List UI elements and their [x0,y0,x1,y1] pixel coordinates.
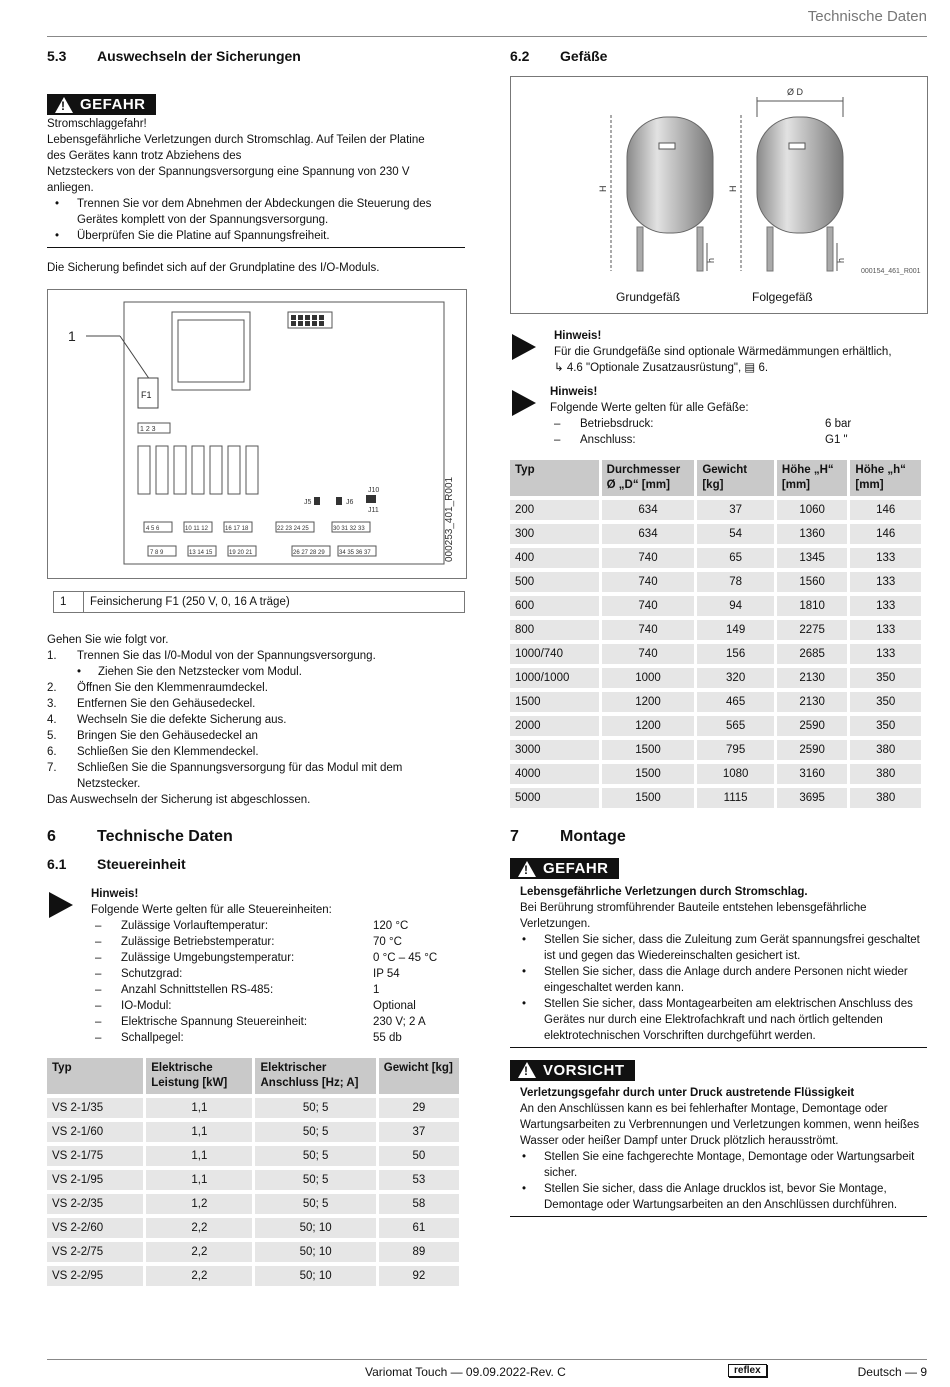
table-row [510,788,921,808]
svg-text:16 17 18: 16 17 18 [225,525,249,532]
table-cell: VS 2-2/75 [47,1242,143,1262]
header-title: Technische Daten [807,8,927,25]
table-cell: VS 2-2/95 [47,1266,143,1286]
section-5-3-heading: 5.3 Auswechseln der Sicherungen [47,48,301,64]
brand-plate [789,143,805,149]
table-cell: 380 [850,740,921,760]
table-cell: 2,2 [146,1266,252,1286]
table-cell: VS 2-1/95 [47,1170,143,1190]
table-cell: 29 [379,1098,459,1118]
danger-montage-box: ! GEFAHR Lebensgefährliche Verletzungen durch Stromschlag. Bei Berührung stromführender Bauteile entstehen lebensgefährliche Verletzungen. • Stellen Sie sicher, dass die Zuleitung zum Gerät spannungsfrei geschaltet ist und gegen das Wiedereinschalten gesichert ist. • Stellen Sie sicher, dass die Anlage durch andere Personen nicht wieder eingeschaltet werden kann. • Stellen Sie sicher, dass Montagearbeiten am elektrischen Anschluss des Gerätes nur durch eine Elektrofachkraft und nach örtlich geltenden elektrotechnischen Vorschriften durchgeführt werden. [510,858,927,1048]
hint-control-unit: Hinweis! Folgende Werte gelten für alle Steuereinheiten: – Zulässige Vorlauftemperatur: 120 °C – Zulässige Betriebstemperatur: 70 °C – Zulässige Umgebungstemperatur: 0 °C – 45 °C – Schutzgrad: IP 54 – Anzahl Schnittstellen RS-485: 1 – IO-Modul: Optional – Elektrische Spannung Steuereinheit: 230 V; 2 A – Schallpegel: 55 db [47,886,465,1046]
warning-triangle-icon [55,97,73,113]
table-cell: 4000 [510,764,599,784]
spec-row: – Elektrische Spannung Steuereinheit: 230 V; 2 A [95,1015,426,1028]
table-cell: 133 [850,620,921,640]
table-cell: 350 [850,716,921,736]
section-7-heading: 7 Montage [510,828,626,845]
table-row [510,596,921,616]
warning-triangle-icon [518,861,536,877]
fuse-location-text: Die Sicherung befindet sich auf der Grundplatine des I/O-Moduls. [47,261,380,274]
step-item: 3. Entfernen Sie den Gehäusedeckel. [47,697,256,710]
table-cell: 133 [850,644,921,664]
table-cell: 2,2 [146,1218,252,1238]
spec-row: – Anzahl Schnittstellen RS-485: 1 [95,983,380,996]
table-cell: 300 [510,524,599,544]
svg-text:H: H [728,185,738,192]
circuit-board-diagram [48,290,466,578]
table-row [47,1098,459,1118]
section-6-1-heading: 6.1 Steuereinheit [47,855,186,872]
table-cell: 37 [379,1122,459,1142]
warn-line: Netzsteckers von der Spannungsversorgung eine Spannung von 230 V anliegen. [47,165,410,194]
svg-text:J11: J11 [368,506,379,514]
svg-text:J6: J6 [346,498,354,506]
table-cell: 78 [697,572,774,592]
table-cell: 149 [697,620,774,640]
table-cell: 50; 10 [255,1218,375,1238]
svg-text:34 35 36 37: 34 35 36 37 [339,549,371,556]
warn-bullet: • Überprüfen Sie die Platine auf Spannungsfreiheit. [55,229,330,242]
table-header-cell: Typ [47,1058,143,1094]
table-row [47,1146,459,1166]
table-cell: 50; 5 [255,1194,375,1214]
table-cell: 1500 [510,692,599,712]
svg-text:H: H [598,185,608,192]
table-cell: 50; 5 [255,1098,375,1118]
procedure-steps: Gehen Sie wie folgt vor. 1. Trennen Sie das I/0-Modul von der Spannungsversorgung. • Ziehen Sie den Netzstecker vom Modul. 2. Öffnen Sie den Klemmenraumdeckel. 3. Entfernen Sie den Gehäusedeckel. 4. Wechseln Sie die defekte Sicherung aus. 5. Bringen Sie den Gehäusedeckel an 6. Schließen Sie den Klemmendeckel. 7. Schließen Sie die Spannungsversorgung für das Modul mit dem Netzstecker. Das Auswechseln der Sicherung ist abgeschlossen. [47,632,465,808]
table-cell: 2590 [777,740,848,760]
table-cell: 634 [602,500,695,520]
table-cell: 2590 [777,716,848,736]
table-cell: 2275 [777,620,848,640]
page-footer [47,1359,927,1387]
spec-row: – Anschluss: G1 " [554,434,848,446]
page-header [47,0,927,37]
hint-arrow-icon [512,390,536,416]
table-cell: 1,1 [146,1146,252,1166]
table-cell: 350 [850,692,921,712]
table-cell: 65 [697,548,774,568]
table-cell: 380 [850,764,921,784]
left-column [47,48,465,1290]
table-cell: 1,1 [146,1098,252,1118]
figure-code: 000253_401_R001 [444,476,455,562]
table-cell: 1000 [602,668,695,688]
table-header-cell: Höhe „H“ [mm] [777,460,848,496]
svg-text:19 20 21: 19 20 21 [229,549,253,556]
table-cell: 133 [850,548,921,568]
hint-arrow-icon [49,892,73,918]
table-row [47,1122,459,1142]
table-row [510,692,921,712]
table-row [47,1242,459,1262]
hint-arrow-icon [512,334,536,360]
step-item: 4. Wechseln Sie die defekte Sicherung aus. [47,713,287,726]
caption-follow-vessel: Folgegefäß [752,290,813,304]
svg-text:h: h [706,257,716,263]
table-row [510,500,921,520]
table-cell: 3000 [510,740,599,760]
table-row [510,764,921,784]
table-cell: 350 [850,668,921,688]
hint-vessel-values: Hinweis! Folgende Werte gelten für alle Gefäße: – Betriebsdruck: 6 bar – Anschluss: G1 " [510,384,927,448]
warn-line: Lebensgefährliche Verletzungen durch Stromschlag. Auf Teilen der Platine des Gerätes kann trotz Abziehens des [47,133,425,162]
table-row [510,620,921,640]
table-cell: 634 [602,524,695,544]
table-cell: 380 [850,788,921,808]
warn-bullet: • Trennen Sie vor dem Abnehmen der Abdeckungen die Steuerung des Gerätes komplett von der Spannungsversorgung. [55,197,432,226]
table-cell: 92 [379,1266,459,1286]
table-row [510,548,921,568]
table-cell: 1,1 [146,1170,252,1190]
table-cell: 1560 [777,572,848,592]
table-cell: 2000 [510,716,599,736]
table-row [47,1218,459,1238]
step-item: 5. Bringen Sie den Gehäusedeckel an [47,729,258,742]
step-item: 1. Trennen Sie das I/0-Modul von der Spannungsversorgung. [47,649,376,662]
table-cell: 50; 5 [255,1146,375,1166]
warning-triangle-icon [518,1062,536,1078]
table-cell: 800 [510,620,599,640]
step-subitem: • Ziehen Sie den Netzstecker vom Modul. [77,665,302,678]
reflex-logo: reflex [728,1364,767,1377]
table-cell: VS 2-1/75 [47,1146,143,1166]
section-6-heading: 6 Technische Daten [47,827,233,845]
table-cell: 320 [697,668,774,688]
table-cell: 50; 10 [255,1266,375,1286]
table-cell: 600 [510,596,599,616]
table-cell: 2130 [777,692,848,712]
table-cell: 50 [379,1146,459,1166]
spec-row: – Zulässige Betriebstemperatur: 70 °C [95,935,402,948]
table-cell: 1,1 [146,1122,252,1142]
danger-badge: ! GEFAHR [47,94,156,115]
right-column [510,48,927,1229]
table-row [510,716,921,736]
table-cell: 740 [602,620,695,640]
table-cell: 50; 5 [255,1122,375,1142]
table-cell: 740 [602,596,695,616]
table-cell: 1810 [777,596,848,616]
danger-warning-box [47,76,465,248]
table-cell: VS 2-2/35 [47,1194,143,1214]
table-cell: 61 [379,1218,459,1238]
step-item: 6. Schließen Sie den Klemmendeckel. [47,745,259,758]
table-cell: 133 [850,596,921,616]
brand-plate [659,143,675,149]
table-cell: 1080 [697,764,774,784]
vessels-figure [510,76,928,314]
vessels-diagram [511,77,927,313]
spec-row: – Betriebsdruck: 6 bar [554,418,852,430]
table-cell: 37 [697,500,774,520]
table-cell: 400 [510,548,599,568]
table-cell: 1500 [602,740,695,760]
step-item: 7. Schließen Sie die Spannungsversorgung für das Modul mit dem Netzstecker. [47,761,403,790]
table-row [510,740,921,760]
caution-badge: ! VORSICHT [510,1060,635,1081]
spec-row: – IO-Modul: Optional [95,999,416,1012]
table-row [510,524,921,544]
table-cell: 465 [697,692,774,712]
table-cell: 740 [602,644,695,664]
caption-base-vessel: Grundgefäß [616,290,681,304]
fuse-f1-label: F1 [141,389,152,400]
table-cell: 200 [510,500,599,520]
table-header-cell: Gewicht [kg] [379,1058,459,1094]
svg-text:22 23 24 25: 22 23 24 25 [277,525,309,532]
table-cell: 146 [850,500,921,520]
table-cell: VS 2-1/60 [47,1122,143,1142]
table-cell: 1115 [697,788,774,808]
table-row [47,1194,459,1214]
spec-row: – Zulässige Vorlauftemperatur: 120 °C [95,919,409,932]
svg-text:26 27 28 29: 26 27 28 29 [293,549,325,556]
table-row [47,1170,459,1190]
table-cell: 740 [602,548,695,568]
svg-text:10 11 12: 10 11 12 [185,525,208,532]
figure-legend: 1 Feinsicherung F1 (250 V, 0, 16 A träge) [53,591,465,613]
table-cell: 3695 [777,788,848,808]
table-cell: 50; 5 [255,1170,375,1190]
table-row [510,572,921,592]
footer-page: Deutsch — 9 [857,1365,927,1379]
table-header-cell: Durchmesser Ø „D“ [mm] [602,460,695,496]
table-cell: 53 [379,1170,459,1190]
vessel-table [507,456,924,812]
table-cell: 58 [379,1194,459,1214]
svg-text:1 2 3: 1 2 3 [140,425,156,433]
table-cell: 1000/1000 [510,668,599,688]
table-cell: 3160 [777,764,848,784]
callout-number: 1 [68,327,76,344]
table-cell: 2130 [777,668,848,688]
table-cell: 50; 10 [255,1242,375,1262]
svg-text:7 8 9: 7 8 9 [150,549,164,556]
svg-text:30 31 32 33: 30 31 32 33 [333,525,365,532]
table-cell: VS 2-2/60 [47,1218,143,1238]
table-row [510,644,921,664]
table-cell: 1500 [602,788,695,808]
table-cell: 565 [697,716,774,736]
table-cell: 1200 [602,692,695,712]
table-cell: VS 2-1/35 [47,1098,143,1118]
table-cell: 1060 [777,500,848,520]
diameter-label: Ø D [787,87,804,97]
table-header-cell: Gewicht [kg] [697,460,774,496]
spec-row: – Schutzgrad: IP 54 [95,967,400,980]
hint-insulation: Hinweis! Für die Grundgefäße sind optionale Wärmedämmungen erhältlich, ↳ 4.6 "Optionale Zusatzausrüstung", ▤ 6. [510,328,927,376]
table-cell: 1500 [602,764,695,784]
svg-text:J5: J5 [304,498,312,506]
footer-doc: Variomat Touch — 09.09.2022-Rev. C [365,1365,566,1379]
step-item: 2. Öffnen Sie den Klemmenraumdeckel. [47,681,268,694]
figure-code: 000154_461_R001 [861,268,921,275]
table-cell: 54 [697,524,774,544]
table-cell: 5000 [510,788,599,808]
io-module-figure [47,289,467,579]
control-unit-table [44,1054,462,1290]
spec-row: – Zulässige Umgebungstemperatur: 0 °C – 45 °C [95,951,438,964]
svg-text:4 5 6: 4 5 6 [146,525,160,532]
table-header-cell: Elektrische Leistung [kW] [146,1058,252,1094]
svg-text:h: h [836,257,846,263]
warn-line: Stromschlaggefahr! [47,117,147,130]
danger-badge: ! GEFAHR [510,858,619,879]
table-cell: 146 [850,524,921,544]
table-cell: 500 [510,572,599,592]
table-cell: 2,2 [146,1242,252,1262]
caution-box: ! VORSICHT Verletzungsgefahr durch unter Druck austretende Flüssigkeit An den Anschlüssen kann es bei fehlerhafter Montage, Demontage oder Wartungsarbeiten zu Verbrennungen und Verletzungen kommen, wenn heißes Wasser oder heißer Dampf unter Druck plötzlich herausströmt. • Stellen Sie eine fachgerechte Montage, Demontage oder Wartungsarbeit sicher. • Stellen Sie sicher, dass die Anlage drucklos ist, bevor Sie Montage, Demontage oder Wartungsarbeiten an den Anschlüssen durchführen. [510,1060,927,1218]
svg-text:J10: J10 [368,486,380,494]
table-cell: 156 [697,644,774,664]
table-cell: 740 [602,572,695,592]
table-header-cell: Typ [510,460,599,496]
table-header-cell: Elektrischer Anschluss [Hz; A] [255,1058,375,1094]
table-cell: 1200 [602,716,695,736]
table-cell: 2685 [777,644,848,664]
table-cell: 133 [850,572,921,592]
table-cell: 795 [697,740,774,760]
table-cell: 94 [697,596,774,616]
table-header-cell: Höhe „h“ [mm] [850,460,921,496]
spec-row: – Schallpegel: 55 db [95,1031,402,1044]
table-cell: 1,2 [146,1194,252,1214]
table-cell: 1360 [777,524,848,544]
table-row [47,1266,459,1286]
section-6-2-heading: 6.2 Gefäße [510,48,608,64]
table-cell: 1345 [777,548,848,568]
table-cell: 89 [379,1242,459,1262]
table-row [510,668,921,688]
table-cell: 1000/740 [510,644,599,664]
svg-text:13 14 15: 13 14 15 [189,549,213,556]
